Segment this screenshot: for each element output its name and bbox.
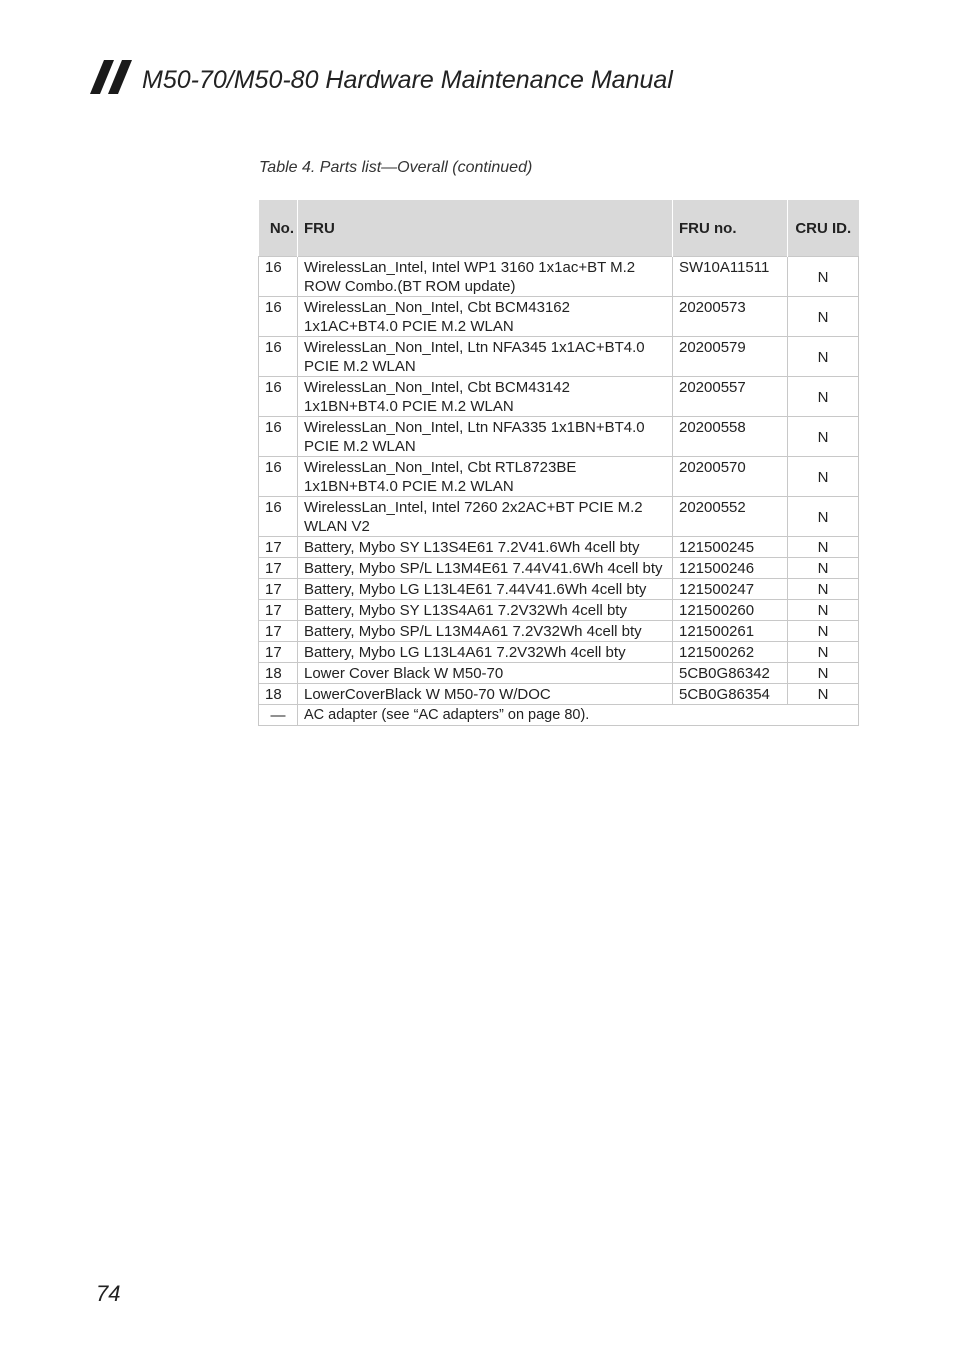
cell-fru-no: 20200552 (673, 497, 788, 537)
cell-no: 16 (259, 457, 298, 497)
cell-no: 16 (259, 497, 298, 537)
cell-no: 17 (259, 579, 298, 600)
table-body (259, 257, 859, 726)
column-header-fru-no: FRU no. (673, 200, 788, 257)
table-row (259, 621, 859, 642)
cell-cru-id: N (788, 537, 859, 558)
cell-cru-id: N (788, 337, 859, 377)
cell-no: 16 (259, 377, 298, 417)
cell-no: 18 (259, 663, 298, 684)
double-slash-logo-icon (90, 60, 134, 94)
cell-fru: Battery, Mybo SY L13S4E61 7.2V41.6Wh 4cell bty (298, 537, 673, 558)
column-header-no: No. (259, 200, 298, 257)
table-caption: Table 4. Parts list—Overall (continued) (259, 159, 533, 176)
cell-no: 16 (259, 257, 298, 297)
cell-no: 17 (259, 621, 298, 642)
cell-fru: WirelessLan_Intel, Intel WP1 3160 1x1ac+BT M.2 ROW Combo.(BT ROM update) (298, 257, 673, 297)
cell-fru-no: 121500262 (673, 642, 788, 663)
cell-cru-id: N (788, 497, 859, 537)
parts-table (258, 200, 859, 726)
table-row (259, 663, 859, 684)
cell-fru-no: 121500245 (673, 537, 788, 558)
cell-cru-id: N (788, 457, 859, 497)
cell-no: 17 (259, 642, 298, 663)
table-row (259, 642, 859, 663)
cell-cru-id: N (788, 642, 859, 663)
cell-cru-id: N (788, 600, 859, 621)
table-row (259, 457, 859, 497)
table-row (259, 600, 859, 621)
cell-no: 17 (259, 600, 298, 621)
table-row (259, 377, 859, 417)
cell-cru-id: N (788, 377, 859, 417)
cell-fru: WirelessLan_Non_Intel, Cbt BCM43142 1x1BN+BT4.0 PCIE M.2 WLAN (298, 377, 673, 417)
cell-no: 17 (259, 537, 298, 558)
cell-fru: LowerCoverBlack W M50-70 W/DOC (298, 684, 673, 705)
cell-fru: Battery, Mybo LG L13L4E61 7.44V41.6Wh 4cell bty (298, 579, 673, 600)
cell-fru: Battery, Mybo SP/L L13M4E61 7.44V41.6Wh 4cell bty (298, 558, 673, 579)
cell-fru: Lower Cover Black W M50-70 (298, 663, 673, 684)
table-row (259, 297, 859, 337)
cell-cru-id: N (788, 621, 859, 642)
cell-fru: Battery, Mybo SY L13S4A61 7.2V32Wh 4cell bty (298, 600, 673, 621)
cell-cru-id: N (788, 558, 859, 579)
page-number: 74 (96, 1281, 121, 1306)
cell-fru: WirelessLan_Non_Intel, Ltn NFA345 1x1AC+BT4.0 PCIE M.2 WLAN (298, 337, 673, 377)
cell-fru: WirelessLan_Non_Intel, Ltn NFA335 1x1BN+BT4.0 PCIE M.2 WLAN (298, 417, 673, 457)
cell-fru-no: SW10A11511 (673, 257, 788, 297)
cell-fru-no: 5CB0G86342 (673, 663, 788, 684)
table-row (259, 558, 859, 579)
cell-cru-id: N (788, 257, 859, 297)
table-row (259, 257, 859, 297)
table-header-row (259, 200, 859, 257)
note-text: AC adapter (see “AC adapters” on page 80). (298, 705, 859, 726)
cell-fru-no: 121500260 (673, 600, 788, 621)
table-row (259, 684, 859, 705)
table-note-row (259, 705, 859, 726)
cell-no: 18 (259, 684, 298, 705)
cell-fru: Battery, Mybo LG L13L4A61 7.2V32Wh 4cell bty (298, 642, 673, 663)
cell-no: — (259, 705, 298, 726)
cell-fru-no: 121500247 (673, 579, 788, 600)
cell-cru-id: N (788, 579, 859, 600)
table-row (259, 537, 859, 558)
cell-fru: WirelessLan_Intel, Intel 7260 2x2AC+BT PCIE M.2 WLAN V2 (298, 497, 673, 537)
table-row (259, 579, 859, 600)
cell-cru-id: N (788, 684, 859, 705)
cell-fru-no: 20200579 (673, 337, 788, 377)
cell-fru-no: 121500246 (673, 558, 788, 579)
table-row (259, 497, 859, 537)
document-title: M50-70/M50-80 Hardware Maintenance Manual (142, 66, 673, 94)
cell-no: 16 (259, 337, 298, 377)
cell-no: 17 (259, 558, 298, 579)
cell-fru-no: 20200557 (673, 377, 788, 417)
cell-cru-id: N (788, 297, 859, 337)
cell-cru-id: N (788, 417, 859, 457)
cell-fru-no: 20200558 (673, 417, 788, 457)
cell-cru-id: N (788, 663, 859, 684)
cell-fru-no: 20200570 (673, 457, 788, 497)
cell-fru-no: 121500261 (673, 621, 788, 642)
cell-fru-no: 20200573 (673, 297, 788, 337)
column-header-cru-id: CRU ID. (788, 200, 859, 257)
cell-no: 16 (259, 417, 298, 457)
cell-fru: Battery, Mybo SP/L L13M4A61 7.2V32Wh 4cell bty (298, 621, 673, 642)
cell-fru: WirelessLan_Non_Intel, Cbt RTL8723BE 1x1BN+BT4.0 PCIE M.2 WLAN (298, 457, 673, 497)
cell-no: 16 (259, 297, 298, 337)
column-header-fru: FRU (298, 200, 673, 257)
cell-fru: WirelessLan_Non_Intel, Cbt BCM43162 1x1AC+BT4.0 PCIE M.2 WLAN (298, 297, 673, 337)
table-row (259, 417, 859, 457)
table-row (259, 337, 859, 377)
cell-fru-no: 5CB0G86354 (673, 684, 788, 705)
